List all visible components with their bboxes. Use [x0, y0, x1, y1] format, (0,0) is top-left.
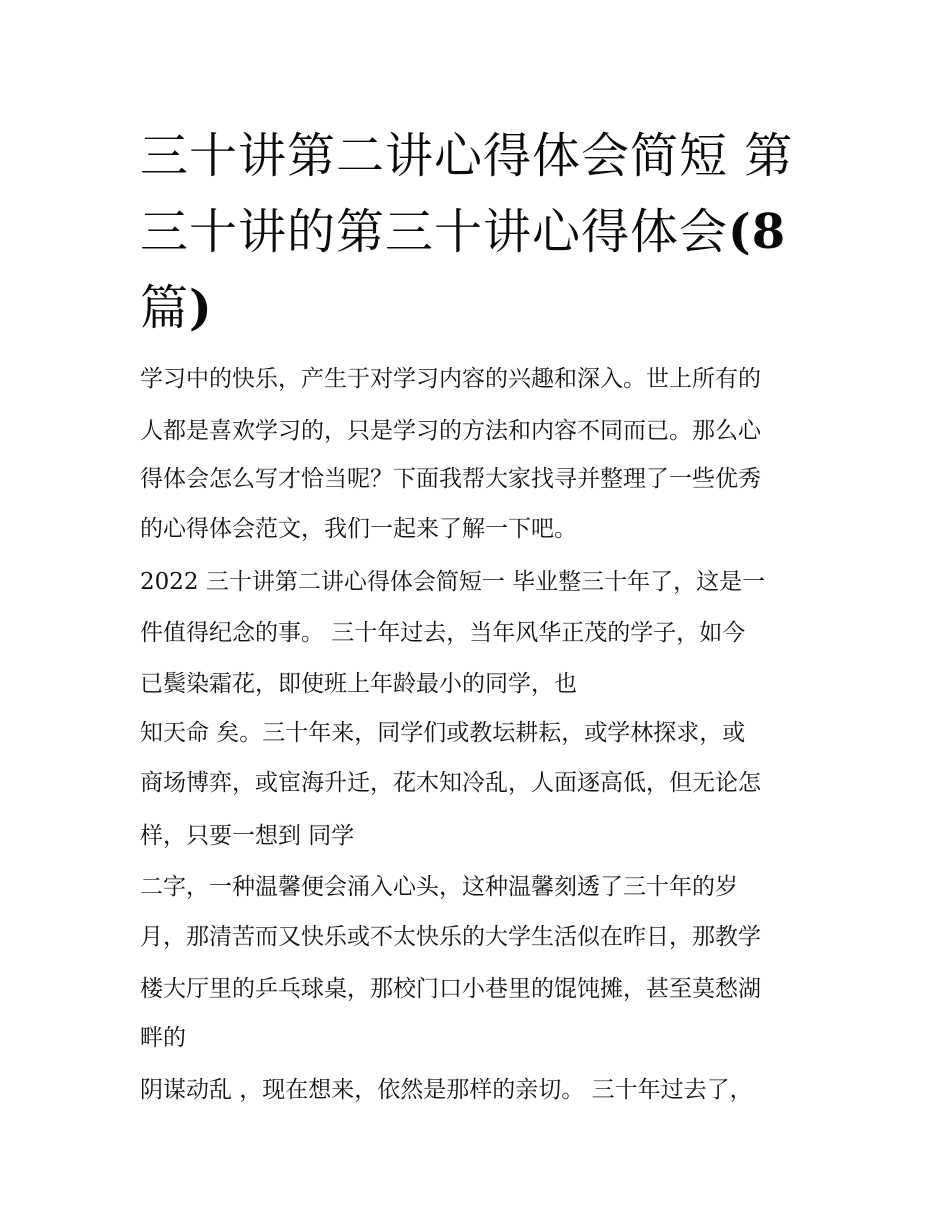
body-line: 阴谋动乱 ，现在想来，依然是那样的亲切。 三十年过去了， — [140, 1077, 753, 1103]
body-line: 畔的 — [140, 1025, 186, 1051]
body-line: 的心得体会范文，我们一起来了解一下吧。 — [140, 516, 577, 542]
body-line: 件值得纪念的事。 三十年过去，当年风华正茂的学子，如今 — [140, 620, 746, 646]
body-line: 人都是喜欢学习的，只是学习的方法和内容不同而已。那么心 — [140, 418, 761, 444]
body-line: 月，那清苦而又快乐或不太快乐的大学生活似在昨日，那教学 — [140, 924, 761, 950]
body-line: 得体会怎么写才恰当呢？下面我帮大家找寻并整理了一些优秀 — [140, 466, 761, 492]
body-line: 学习中的快乐，产生于对学习内容的兴趣和深入。世上所有的 — [140, 366, 761, 392]
body-line: 2022 三十讲第二讲心得体会简短一 毕业整三十年了，这是一 — [140, 569, 766, 595]
body-line: 楼大厅里的乒乓球桌，那校门口小巷里的馄饨摊，甚至莫愁湖 — [140, 976, 761, 1002]
body-line: 知天命 矣。三十年来，同学们或教坛耕耘，或学林探求，或 — [140, 720, 746, 746]
body-line: 样，只要一想到 同学 — [140, 823, 355, 849]
title-line: 篇) — [140, 280, 213, 336]
title-line: 三十讲第二讲心得体会简短 第 — [140, 128, 794, 184]
title-line: 三十讲的第三十讲心得体会(8 — [140, 204, 787, 260]
body-line: 二字，一种温馨便会涌入心头，这种温馨刻透了三十年的岁 — [140, 874, 738, 900]
body-line: 商场博弈，或宦海升迁，花木知冷乱，人面逐高低，但无论怎 — [140, 770, 761, 796]
body-line: 已鬓染霜花，即使班上年龄最小的同学，也 — [140, 671, 577, 697]
